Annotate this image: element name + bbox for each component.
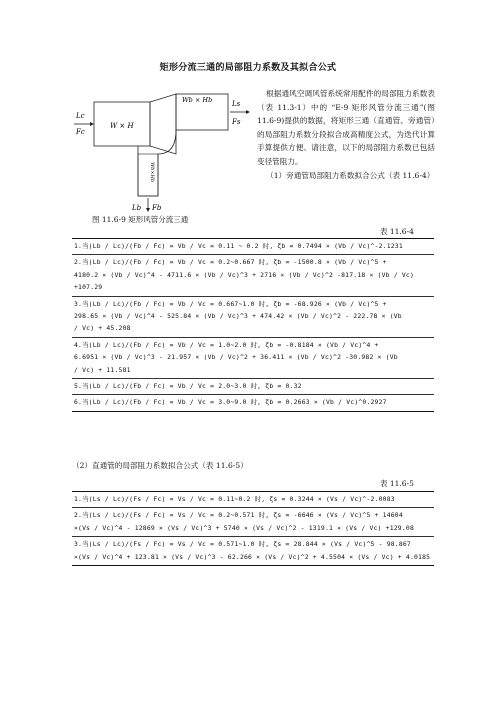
label-vert: Wb×Hb bbox=[149, 162, 155, 183]
label-fc: Fc bbox=[76, 128, 85, 136]
table1-label: 表 11.6-4 bbox=[380, 227, 414, 236]
formula-line: 5.当(Lb / Lc)/(Fb / Fc) = Vb / Vc = 2.0~3.0 时, ζb = 0.32 bbox=[74, 382, 302, 390]
formula-line: 4.当(Lb / Lc)/(Fb / Fc) = Vb / Vc = 1.0~2.0 时, ζb = -0.8184 × (Vb / Vc)^4 + bbox=[74, 340, 379, 349]
row-divider bbox=[72, 296, 434, 297]
transition bbox=[150, 94, 176, 154]
row-divider bbox=[72, 378, 434, 379]
formula-line: 6.当(Lb / Lc)/(Fb / Fc) = Vb / Vc = 3.0~9.0 时, ζb = 0.2663 × (Vb / Vc)^0.2927 bbox=[74, 398, 387, 407]
label-lc: Lc bbox=[76, 112, 85, 120]
table2-label: 表 11.6-5 bbox=[380, 479, 414, 488]
row-divider bbox=[72, 337, 434, 338]
formula-line: ×(Vs / Vc)^4 - 12869 × (Vs / Vc)^3 + 5740 × (Vs / Vc)^2 - 1319.1 × (Vs / Vc) +129.08 bbox=[74, 523, 414, 532]
tee-diagram bbox=[72, 88, 252, 214]
row-divider bbox=[72, 507, 434, 508]
branch-duct bbox=[138, 130, 176, 196]
intro-paragraph-1: 根据通风空调风管系统常用配件的局部阻力系数表（表 11.3-1）中的 “E-9 矩形风管分流三通”(图 11.6-9)提供的数据，将矩形三通（直通管、旁通管）的局部阻力系数分段拟合成高精度公式，为迭代计算手算提供方便。请注意，以下的局部阻力系数已包括变径管阻力。 bbox=[257, 89, 435, 166]
figure-caption: 图 11.6-9 矩形风管分流三通 bbox=[92, 215, 189, 224]
table2-top-rule bbox=[72, 491, 434, 492]
formula-line: / Vc) + 11.581 bbox=[74, 365, 131, 374]
formula-line: ×(Vs / Vc)^4 + 123.81 × (Vs / Vc)^3 - 62.266 × (Vs / Vc)^2 + 4.5504 × (Vs / Vc) + 4.0185 bbox=[74, 552, 431, 561]
row-divider bbox=[72, 254, 434, 255]
formula-line: 1.当(Lb / Lc)/(Fb / Fc) = Vb / Vc = 0.11 ~ 0.2 时, ζb = 0.7494 × (Vb / Vc)^-2.1231 bbox=[74, 242, 403, 250]
formula-line: 3.当(Lb / Lc)/(Fb / Fc) = Vb / Vc = 0.667~1.0 时, ζb = -68.926 × (Vb / Vc)^5 + bbox=[74, 299, 387, 308]
inlet-arrow-head bbox=[90, 122, 94, 126]
tee-diagram-svg bbox=[72, 88, 252, 214]
label-lb: Lb bbox=[132, 204, 142, 212]
intro-text bbox=[257, 87, 435, 182]
label-branch-top: Wb × Hb bbox=[182, 96, 213, 104]
formula-line: 1.当(Ls / Lc)/(Fs / Fc) = Vs / Vc = 0.11~0.2 时, ζs = 0.3244 × (Vs / Vc)^-2.0083 bbox=[74, 495, 395, 503]
formula-line: 4180.2 × (Vb / Vc)^4 - 4711.6 × (Vb / Vc)^3 + 2716 × (Vb / Vc)^2 -817.18 × (Vb / Vc) bbox=[74, 270, 414, 279]
formula-line: 2.当(Lb / Lc)/(Fb / Fc) = Vb / Vc = 0.2~0.667 时, ζb = -1500.8 × (Vb / Vc)^5 + bbox=[74, 258, 387, 267]
branch-arrow-head bbox=[146, 208, 150, 212]
formula-line: / Vc) + 45.208 bbox=[74, 324, 131, 333]
formula-line: 2.当(Ls / Lc)/(Fs / Fc) = Vs / Vc = 0.2~0.571 时, ζs = -6646 × (Vs / Vc)^5 + 14604 bbox=[74, 511, 403, 520]
label-main: W × H bbox=[110, 122, 134, 130]
label-ls: Ls bbox=[232, 100, 241, 108]
page-title: 矩形分流三通的局部阻力系数及其拟合公式 bbox=[159, 63, 337, 73]
section-2-heading: （2）直通管的局部阻力系数拟合公式（表 11.6-5） bbox=[72, 461, 248, 470]
label-fb: Fb bbox=[152, 204, 162, 212]
row-divider bbox=[72, 536, 434, 537]
table1-top-rule bbox=[72, 238, 434, 239]
formula-line: 298.65 × (Vb / Vc)^4 - 525.84 × (Vb / Vc)^3 + 474.42 × (Vb / Vc)^2 - 222.78 × (Vb bbox=[74, 312, 402, 320]
formula-line: 3.当(Ls / Lc)/(Fs / Fc) = Vs / Vc = 0.571~1.0 时, ζs = 28.844 × (Vs / Vc)^5 - 98.867 bbox=[74, 540, 411, 549]
outlet-arrow-head bbox=[246, 110, 250, 114]
formula-line: +107.29 bbox=[74, 283, 103, 292]
table1-bottom-rule bbox=[72, 411, 434, 412]
formula-line: 6.6951 × (Vb / Vc)^3 - 21.957 × (Vb / Vc)^2 + 36.411 × (Vb / Vc)^2 -30.982 × (Vb bbox=[74, 353, 398, 362]
label-fs: Fs bbox=[232, 118, 241, 126]
intro-paragraph-2: （1）旁通管局部阻力系数拟合公式（表 11.6-4） bbox=[266, 170, 435, 180]
table2-bottom-rule bbox=[72, 565, 434, 566]
row-divider bbox=[72, 394, 434, 395]
